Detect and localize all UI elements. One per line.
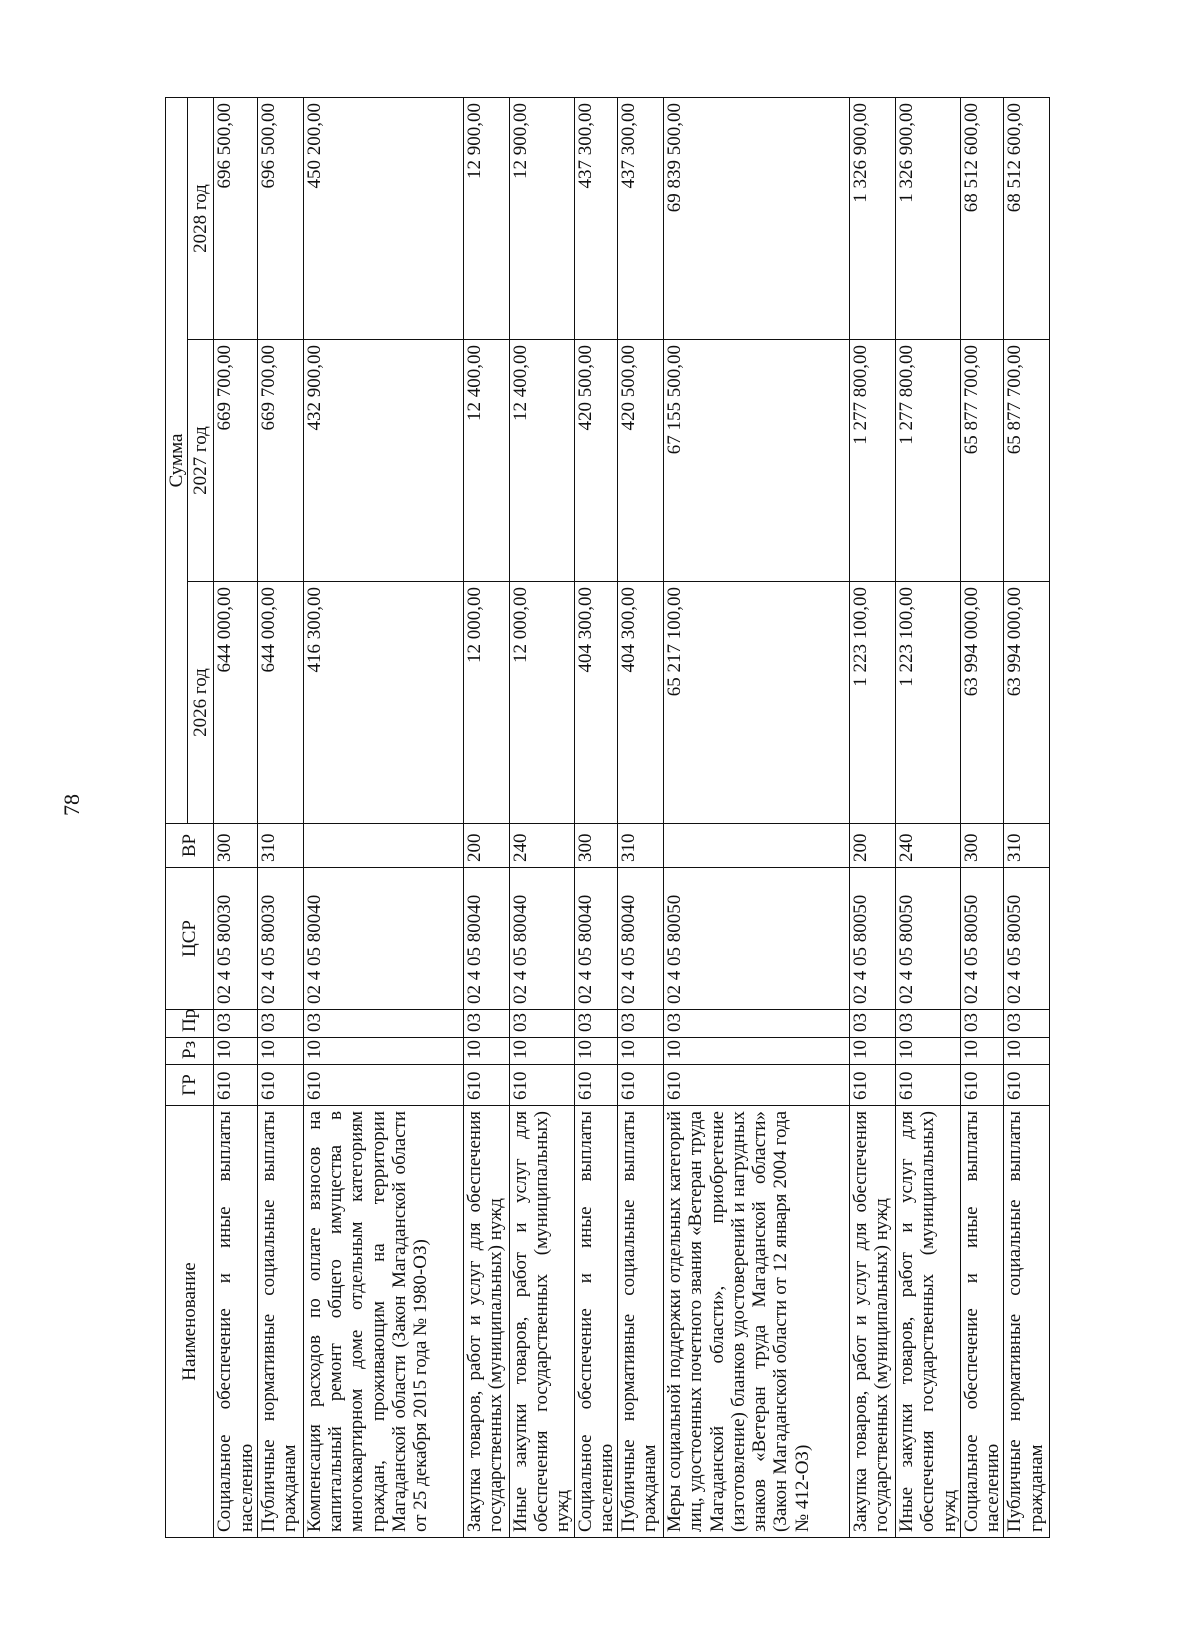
- cell-csr: 02 4 05 80030: [257, 868, 303, 1010]
- cell-gr: 610: [257, 1065, 303, 1106]
- cell-year-2026: 404 300,00: [618, 582, 664, 824]
- cell-csr: 02 4 05 80040: [509, 868, 574, 1010]
- cell-csr: 02 4 05 80040: [303, 868, 463, 1010]
- cell-vr: 310: [618, 824, 664, 868]
- cell-year-2027: 420 500,00: [574, 340, 618, 582]
- cell-gr: 610: [896, 1065, 961, 1106]
- cell-pr: 03: [574, 1010, 618, 1038]
- cell-gr: 610: [850, 1065, 896, 1106]
- cell-vr: [664, 824, 850, 868]
- cell-year-2027: 669 700,00: [214, 340, 258, 582]
- cell-gr: 610: [618, 1065, 664, 1106]
- cell-pr: 03: [960, 1010, 1004, 1038]
- cell-year-2026: 416 300,00: [303, 582, 463, 824]
- table-row: [850, 97, 896, 1537]
- cell-year-2026: 65 217 100,00: [664, 582, 850, 824]
- cell-year-2028: 437 300,00: [574, 97, 618, 339]
- header-year-2027: 2027 год: [188, 340, 214, 582]
- cell-gr: 610: [214, 1065, 258, 1106]
- cell-year-2027: 1 277 800,00: [896, 340, 961, 582]
- cell-vr: 200: [463, 824, 509, 868]
- cell-rz: 10: [618, 1038, 664, 1065]
- header-pr: Пр: [166, 1010, 214, 1038]
- cell-year-2026: 1 223 100,00: [850, 582, 896, 824]
- cell-year-2026: 404 300,00: [574, 582, 618, 824]
- table-row: [257, 97, 303, 1537]
- cell-rz: 10: [574, 1038, 618, 1065]
- cell-year-2026: 644 000,00: [214, 582, 258, 824]
- cell-gr: 610: [664, 1065, 850, 1106]
- cell-year-2026: 1 223 100,00: [896, 582, 961, 824]
- cell-vr: 300: [960, 824, 1004, 868]
- cell-vr: 240: [509, 824, 574, 868]
- cell-csr: 02 4 05 80050: [664, 868, 850, 1010]
- cell-name: Компенсация расходов по оплате взносов на капитальный ремонт общего имущества в многоквартирном доме отдельным категориям граждан, проживающим на территории Магаданской области (Закон Магаданской области от 25 декабря 2015 года № 1980-ОЗ): [303, 1106, 463, 1538]
- table-row: [303, 97, 463, 1537]
- cell-pr: 03: [618, 1010, 664, 1038]
- cell-csr: 02 4 05 80030: [214, 868, 258, 1010]
- cell-gr: 610: [574, 1065, 618, 1106]
- cell-pr: 03: [303, 1010, 463, 1038]
- header-csr: ЦСР: [166, 868, 214, 1010]
- cell-gr: 610: [509, 1065, 574, 1106]
- cell-vr: 300: [214, 824, 258, 868]
- cell-year-2027: 1 277 800,00: [850, 340, 896, 582]
- cell-rz: 10: [214, 1038, 258, 1065]
- cell-year-2027: 67 155 500,00: [664, 340, 850, 582]
- cell-rz: 10: [896, 1038, 961, 1065]
- cell-gr: 610: [960, 1065, 1004, 1106]
- cell-year-2028: 450 200,00: [303, 97, 463, 339]
- cell-rz: 10: [960, 1038, 1004, 1065]
- cell-gr: 610: [1004, 1065, 1050, 1106]
- cell-vr: 300: [574, 824, 618, 868]
- cell-year-2027: 669 700,00: [257, 340, 303, 582]
- cell-year-2028: 12 900,00: [509, 97, 574, 339]
- cell-csr: 02 4 05 80040: [618, 868, 664, 1010]
- cell-name: Публичные нормативные социальные выплаты гражданам: [1004, 1106, 1050, 1538]
- table-row: [509, 97, 574, 1537]
- cell-year-2028: 1 326 900,00: [896, 97, 961, 339]
- header-vr: ВР: [166, 824, 214, 868]
- cell-rz: 10: [664, 1038, 850, 1065]
- cell-year-2028: 68 512 600,00: [1004, 97, 1050, 339]
- cell-vr: 310: [1004, 824, 1050, 868]
- cell-year-2027: 12 400,00: [509, 340, 574, 582]
- cell-year-2028: 69 839 500,00: [664, 97, 850, 339]
- cell-pr: 03: [850, 1010, 896, 1038]
- cell-pr: 03: [509, 1010, 574, 1038]
- cell-name: Меры социальной поддержки отдельных категорий лиц, удостоенных почетного звания «Ветеран труда Магаданской области», приобретение (изготовление) бланков удостоверений и нагрудных знаков «Ветеран труда Магаданской области» (Закон Магаданской области от 12 января 2004 года № 412-ОЗ): [664, 1106, 850, 1538]
- cell-year-2028: 1 326 900,00: [850, 97, 896, 339]
- cell-rz: 10: [257, 1038, 303, 1065]
- table-row: [574, 97, 618, 1537]
- cell-vr: 240: [896, 824, 961, 868]
- cell-year-2028: 437 300,00: [618, 97, 664, 339]
- cell-year-2027: 65 877 700,00: [960, 340, 1004, 582]
- cell-rz: 10: [1004, 1038, 1050, 1065]
- cell-name: Социальное обеспечение и иные выплаты населению: [214, 1106, 258, 1538]
- cell-csr: 02 4 05 80040: [574, 868, 618, 1010]
- page-number: 78: [59, 794, 84, 816]
- cell-year-2028: 696 500,00: [214, 97, 258, 339]
- table-row: [960, 97, 1004, 1537]
- cell-csr: 02 4 05 80050: [850, 868, 896, 1010]
- cell-year-2026: 63 994 000,00: [1004, 582, 1050, 824]
- cell-name: Закупка товаров, работ и услуг для обеспечения государственных (муниципальных) нужд: [463, 1106, 509, 1538]
- table-row: [618, 97, 664, 1537]
- cell-rz: 10: [303, 1038, 463, 1065]
- table-row: [1004, 97, 1050, 1537]
- cell-pr: 03: [214, 1010, 258, 1038]
- cell-csr: 02 4 05 80050: [896, 868, 961, 1010]
- cell-year-2026: 644 000,00: [257, 582, 303, 824]
- cell-gr: 610: [303, 1065, 463, 1106]
- cell-vr: 310: [257, 824, 303, 868]
- cell-name: Иные закупки товаров, работ и услуг для обеспечения государственных (муниципальных) нужд: [896, 1106, 961, 1538]
- header-name: Наименование: [166, 1106, 214, 1538]
- cell-year-2028: 696 500,00: [257, 97, 303, 339]
- header-year-2026: 2026 год: [188, 582, 214, 824]
- cell-pr: 03: [1004, 1010, 1050, 1038]
- cell-name: Иные закупки товаров, работ и услуг для обеспечения государственных (муниципальных) нужд: [509, 1106, 574, 1538]
- header-rz: Рз: [166, 1038, 214, 1065]
- cell-name: Публичные нормативные социальные выплаты гражданам: [257, 1106, 303, 1538]
- table-row: [896, 97, 961, 1537]
- cell-name: Публичные нормативные социальные выплаты гражданам: [618, 1106, 664, 1538]
- rotated-table-container: [165, 98, 1047, 1538]
- cell-year-2026: 12 000,00: [509, 582, 574, 824]
- cell-vr: [303, 824, 463, 868]
- cell-year-2026: 63 994 000,00: [960, 582, 1004, 824]
- cell-pr: 03: [896, 1010, 961, 1038]
- cell-vr: 200: [850, 824, 896, 868]
- cell-year-2027: 12 400,00: [463, 340, 509, 582]
- cell-gr: 610: [463, 1065, 509, 1106]
- header-gr: ГР: [166, 1065, 214, 1106]
- cell-name: Закупка товаров, работ и услуг для обеспечения государственных (муниципальных) нужд: [850, 1106, 896, 1538]
- cell-csr: 02 4 05 80040: [463, 868, 509, 1010]
- cell-name: Социальное обеспечение и иные выплаты населению: [574, 1106, 618, 1538]
- cell-pr: 03: [257, 1010, 303, 1038]
- cell-rz: 10: [463, 1038, 509, 1065]
- cell-year-2026: 12 000,00: [463, 582, 509, 824]
- cell-year-2027: 432 900,00: [303, 340, 463, 582]
- budget-table: [165, 97, 1050, 1538]
- header-sum: Сумма: [166, 97, 188, 823]
- cell-rz: 10: [509, 1038, 574, 1065]
- cell-year-2028: 68 512 600,00: [960, 97, 1004, 339]
- cell-year-2027: 65 877 700,00: [1004, 340, 1050, 582]
- table-row: [664, 97, 850, 1537]
- cell-rz: 10: [850, 1038, 896, 1065]
- cell-year-2027: 420 500,00: [618, 340, 664, 582]
- cell-pr: 03: [463, 1010, 509, 1038]
- table-row: [214, 97, 258, 1537]
- header-year-2028: 2028 год: [188, 97, 214, 339]
- cell-csr: 02 4 05 80050: [960, 868, 1004, 1010]
- cell-year-2028: 12 900,00: [463, 97, 509, 339]
- table-row: [463, 97, 509, 1537]
- cell-csr: 02 4 05 80050: [1004, 868, 1050, 1010]
- cell-name: Социальное обеспечение и иные выплаты населению: [960, 1106, 1004, 1538]
- cell-pr: 03: [664, 1010, 850, 1038]
